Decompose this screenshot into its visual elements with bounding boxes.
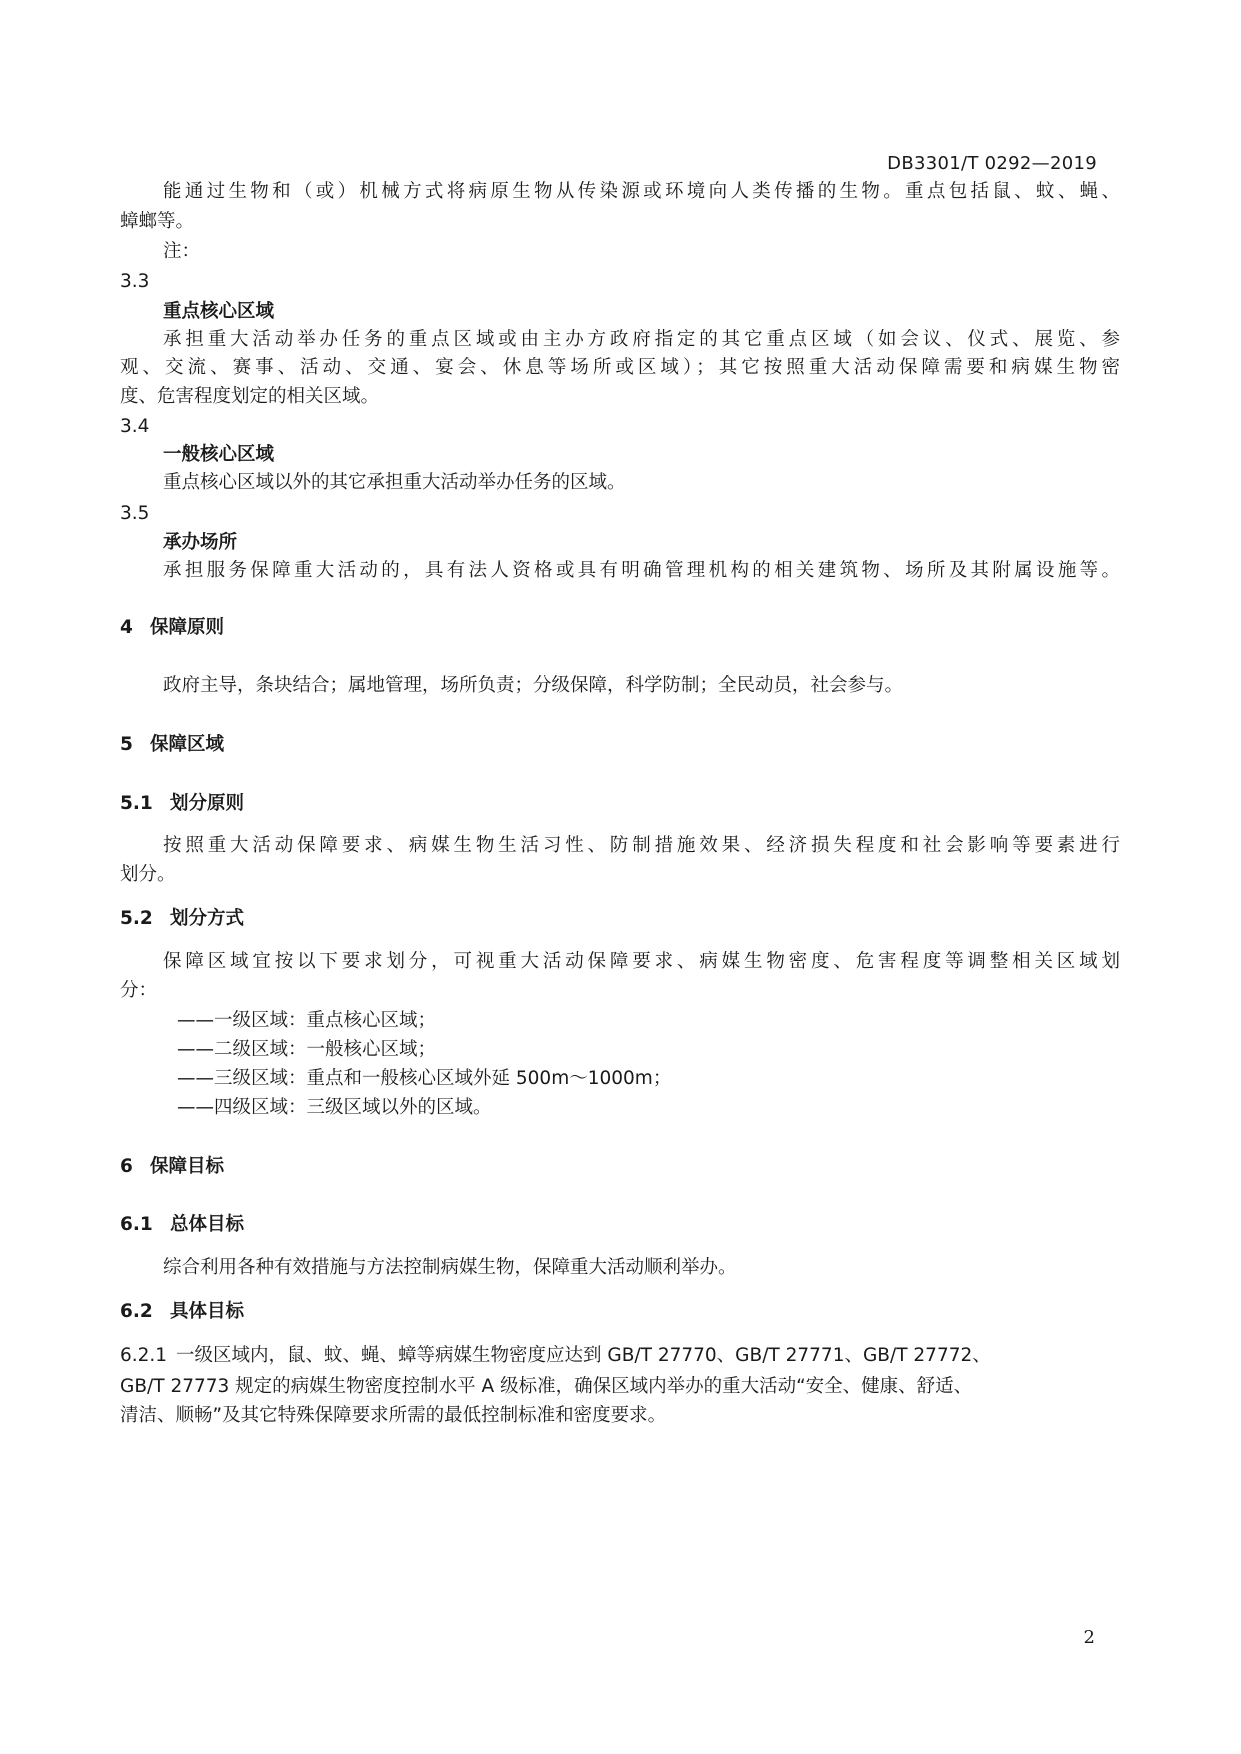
body-text: 分： [120,980,158,1001]
subsection-heading [120,1213,244,1237]
body-text: 清洁、顺畅”及其它特殊保障要求所需的最低控制标准和密度要求。 [120,1405,667,1426]
list-item: ——一级区域：重点核心区域； [177,1010,437,1031]
section-number: 6 [120,1156,133,1177]
subsection-title: 划分方式 [170,908,245,929]
body-text: GB/T 27773 规定的病媒生物密度控制水平 A 级标准，确保区域内举办的重大活动“安全、健康、舒适、 [120,1376,973,1397]
body-text: 综合利用各种有效措施与方法控制病媒生物，保障重大活动顺利举办。 [163,1257,737,1278]
definition-text: 蟑螂等。 [120,211,195,232]
section-title: 保障目标 [150,1156,225,1177]
note-label: 注： [163,241,201,262]
clause-number: 3.5 [120,503,150,524]
clause-number: 3.3 [120,271,150,292]
document-code: DB3301/T 0292—2019 [887,153,1097,174]
subsection-number: 6.1 [120,1214,153,1235]
body-text: 政府主导，条块结合；属地管理，场所负责；分级保障，科学防制；全民动员，社会参与。 [163,675,904,696]
subsection-title: 总体目标 [170,1214,245,1235]
list-item: ——二级区域：一般核心区域； [177,1039,437,1060]
section-heading [120,1155,224,1179]
section-heading [120,733,224,757]
paragraph-line [120,1344,991,1368]
subsection-title: 划分原则 [170,793,245,814]
term-heading: 重点核心区域 [163,301,275,322]
section-title: 保障原则 [150,617,225,638]
term-heading: 承办场所 [163,532,238,553]
subsection-heading [120,792,244,816]
definition-text: 承担服务保障重大活动的，具有法人资格或具有明确管理机构的相关建筑物、场所及其附属设施等。 [163,560,1120,581]
body-text: 按照重大活动保障要求、病媒生物生活习性、防制措施效果、经济损失程度和社会影响等要素进行 [163,835,1120,856]
list-item: ——三级区域：重点和一般核心区域外延 500m～1000m； [177,1068,672,1089]
subsection-heading [120,1300,244,1324]
body-text: 划分。 [120,864,176,885]
subsection-number: 5.1 [120,793,153,814]
list-item: ——四级区域：三级区域以外的区域。 [177,1097,492,1118]
subsection-heading [120,907,244,931]
term-heading: 一般核心区域 [163,444,275,465]
definition-text: 重点核心区域以外的其它承担重大活动举办任务的区域。 [163,472,626,493]
subsection-number: 5.2 [120,908,153,929]
definition-text: 承担重大活动举办任务的重点区域或由主办方政府指定的其它重点区域（如会议、仪式、展览、参 [163,329,1120,350]
clause-number: 3.4 [120,416,150,437]
definition-text: 度、危害程度划定的相关区域。 [120,386,380,407]
subsection-number: 6.2 [120,1301,153,1322]
page-number: 2 [1083,1627,1095,1648]
section-number: 4 [120,617,133,638]
section-title: 保障区域 [150,734,225,755]
definition-text: 能通过生物和（或）机械方式将病原生物从传染源或环境向人类传播的生物。重点包括鼠、蚊、蝇、 [163,181,1120,202]
body-text: 一级区域内，鼠、蚊、蝇、蟑等病媒生物密度应达到 GB/T 27770、GB/T 27771、GB/T 27772、 [176,1345,991,1366]
body-text: 保障区域宜按以下要求划分，可视重大活动保障要求、病媒生物密度、危害程度等调整相关区域划 [163,951,1120,972]
definition-text: 观、交流、赛事、活动、交通、宴会、休息等场所或区域）；其它按照重大活动保障需要和病媒生物密 [120,357,1120,378]
section-number: 5 [120,734,133,755]
paragraph-number: 6.2.1 [120,1345,168,1366]
subsection-title: 具体目标 [170,1301,245,1322]
section-heading [120,616,224,640]
